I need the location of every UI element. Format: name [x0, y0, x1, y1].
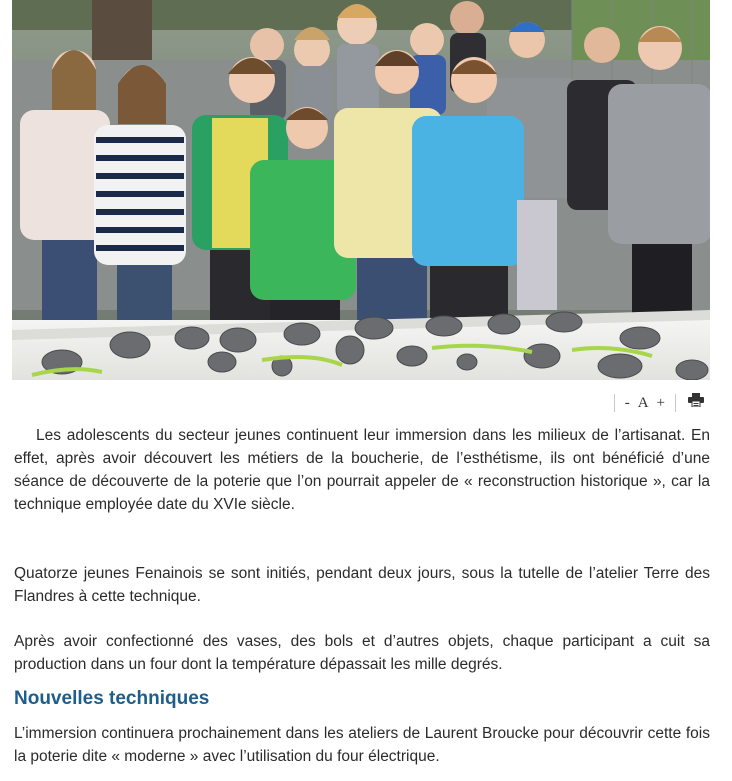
toolbar-divider [614, 394, 615, 412]
toolbar-divider [675, 394, 676, 412]
article-paragraph: Les adolescents du secteur jeunes continuent leur immersion dans les milieux de l’artisanat. En effet, après avoir découvert les métiers de la boucherie, de l’esthétisme, ils ont bénéficié d’une séance de découverte de la poterie que l’on pourrait appeler de « reconstruction historique », car la technique employée date du XVIe siècle. [14, 427, 710, 513]
group-photo-illustration [12, 0, 710, 380]
article-paragraph: Quatorze jeunes Fenainois se sont initiés, pendant deux jours, sous la tutelle de l’atelier Terre des Flandres à cette technique. [14, 565, 710, 605]
font-size-label: A [637, 395, 649, 411]
print-button[interactable] [682, 392, 708, 414]
article-photo [12, 0, 710, 380]
article-paragraph: L’immersion continuera prochainement dans les ateliers de Laurent Broucke pour découvrir cette fois la poterie dite « moderne » avec l’utilisation du four électrique. [14, 725, 710, 765]
article-paragraph: Après avoir confectionné des vases, des bols et d’autres objets, chaque participant a cuit sa production dans un four dont la température dépassait les mille degrés. [14, 633, 710, 673]
increase-font-button[interactable]: + [656, 395, 665, 411]
article-toolbar [608, 392, 708, 414]
print-icon [688, 393, 704, 407]
section-heading: Nouvelles techniques [14, 688, 210, 709]
decrease-font-button[interactable]: - [624, 395, 630, 411]
